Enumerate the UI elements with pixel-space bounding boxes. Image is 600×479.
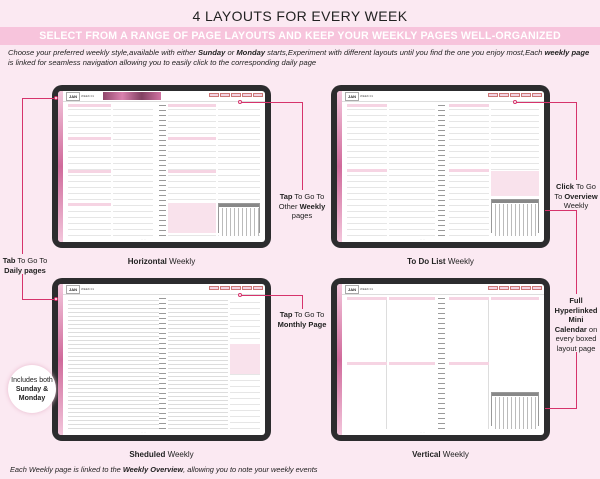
callout-tab-daily (2, 256, 48, 275)
week-label: WEEK 01 (360, 287, 374, 291)
callout-bold: Daily pages (4, 265, 46, 275)
nav-buttons[interactable] (209, 286, 263, 290)
screen-header (63, 284, 265, 295)
callout-click-overview (553, 182, 599, 211)
caption-suffix: Weekly (166, 257, 196, 266)
caption-todo (331, 257, 550, 266)
description-weekly-page: weekly page (544, 48, 590, 57)
caption-name: Horizontal (127, 257, 167, 266)
spiral-binding (438, 296, 445, 430)
badge-monday: Monday (18, 395, 46, 402)
callout-bold: Full Hyperlinked Mini Calendar (554, 296, 598, 334)
month-label[interactable]: JAN (66, 285, 80, 294)
callout-tap-monthly (274, 310, 330, 329)
nav-buttons[interactable] (209, 93, 263, 97)
daily-tabs[interactable] (58, 91, 63, 242)
caption-name: To Do List (407, 257, 446, 266)
badge-sunday: Sunday (15, 386, 42, 393)
badge-text: Includes both (11, 377, 53, 384)
callout-text: Weekly (563, 201, 589, 210)
spiral-binding (438, 103, 445, 237)
footer-text: · · · · (140, 431, 147, 434)
caption-suffix: Weekly (440, 450, 469, 459)
callout-bold: Tab (2, 256, 16, 265)
footer-text: · · · · (140, 238, 147, 241)
callout-text: To Go To (15, 256, 48, 265)
caption-suffix: Weekly (445, 257, 474, 266)
description-text: Choose your preferred weekly style,available with either (8, 48, 198, 57)
badge-amp: & (43, 386, 49, 393)
horizontal-weekly-screen (58, 91, 265, 242)
nav-buttons[interactable] (488, 286, 542, 290)
daily-tabs[interactable] (58, 284, 63, 435)
header-photo (103, 92, 161, 100)
callout-bold: Click (556, 182, 574, 191)
callout-tap-weekly (276, 192, 328, 221)
footer-text: · · · · (419, 238, 426, 241)
month-label[interactable]: JAN (345, 285, 359, 294)
week-label: WEEK 01 (81, 287, 95, 291)
mini-calendar[interactable] (218, 203, 260, 233)
callout-mini-calendar (553, 296, 599, 353)
callout-text: pages (291, 211, 313, 220)
note-bold: Weekly Overview (122, 465, 184, 474)
caption-vertical (331, 450, 550, 459)
callout-text: To Go To (554, 182, 596, 201)
description-monday: Monday (236, 48, 266, 57)
sheduled-weekly-screen (58, 284, 265, 435)
bottom-note (10, 465, 317, 474)
month-label[interactable]: JAN (66, 92, 80, 101)
caption-name: Vertical (412, 450, 441, 459)
spiral-binding (159, 296, 166, 430)
spiral-binding (159, 103, 166, 237)
description-text: or (225, 48, 237, 57)
subtitle-banner: SELECT FROM A RANGE OF PAGE LAYOUTS AND KEEP YOUR WEEKLY PAGES WELL-ORGANIZED (0, 27, 600, 45)
daily-tabs[interactable] (337, 284, 342, 435)
week-label: WEEK 01 (360, 94, 374, 98)
caption-sheduled (52, 450, 271, 459)
todo-weekly-screen (337, 91, 544, 242)
callout-text: To Go To (292, 310, 325, 319)
description-text: is linked for seamless navigation allowing you to easily click to the corresponding daily page (8, 57, 317, 67)
screen-header (63, 91, 265, 102)
callout-bold: Weekly (299, 201, 326, 211)
callout-bold: Tap (279, 310, 293, 319)
mini-calendar[interactable] (491, 392, 539, 426)
note-text: , allowing you to note your weekly events (183, 465, 318, 474)
description-text: starts,Experiment with different layouts until you find the one you enjoy most,Each (265, 48, 545, 57)
footer-text: · · · · (419, 431, 426, 434)
callout-bold: Tap (279, 192, 293, 201)
callout-text: To Go To Other (278, 192, 325, 211)
tablet-vertical (331, 278, 550, 441)
sunday-monday-badge (8, 365, 56, 413)
tablet-horizontal (52, 85, 271, 248)
callout-text: on every boxed layout page (555, 324, 598, 353)
callout-bold: Overview (564, 191, 598, 201)
note-text: Each Weekly page is linked to the (10, 465, 123, 474)
nav-buttons[interactable] (488, 93, 542, 97)
mini-calendar[interactable] (491, 199, 539, 233)
description (8, 48, 596, 67)
tablet-todo-list (331, 85, 550, 248)
vertical-weekly-screen (337, 284, 544, 435)
page-title: 4 LAYOUTS FOR EVERY WEEK (192, 8, 408, 24)
screen-header (342, 284, 544, 295)
callout-bold: Monthly Page (277, 319, 327, 329)
caption-horizontal (52, 257, 271, 266)
tablet-sheduled (52, 278, 271, 441)
caption-suffix: Weekly (165, 450, 194, 459)
daily-tabs[interactable] (337, 91, 342, 242)
description-sunday: Sunday (197, 48, 226, 57)
week-label: WEEK 01 (81, 94, 95, 98)
month-label[interactable]: JAN (345, 92, 359, 101)
caption-name: Sheduled (129, 450, 166, 459)
